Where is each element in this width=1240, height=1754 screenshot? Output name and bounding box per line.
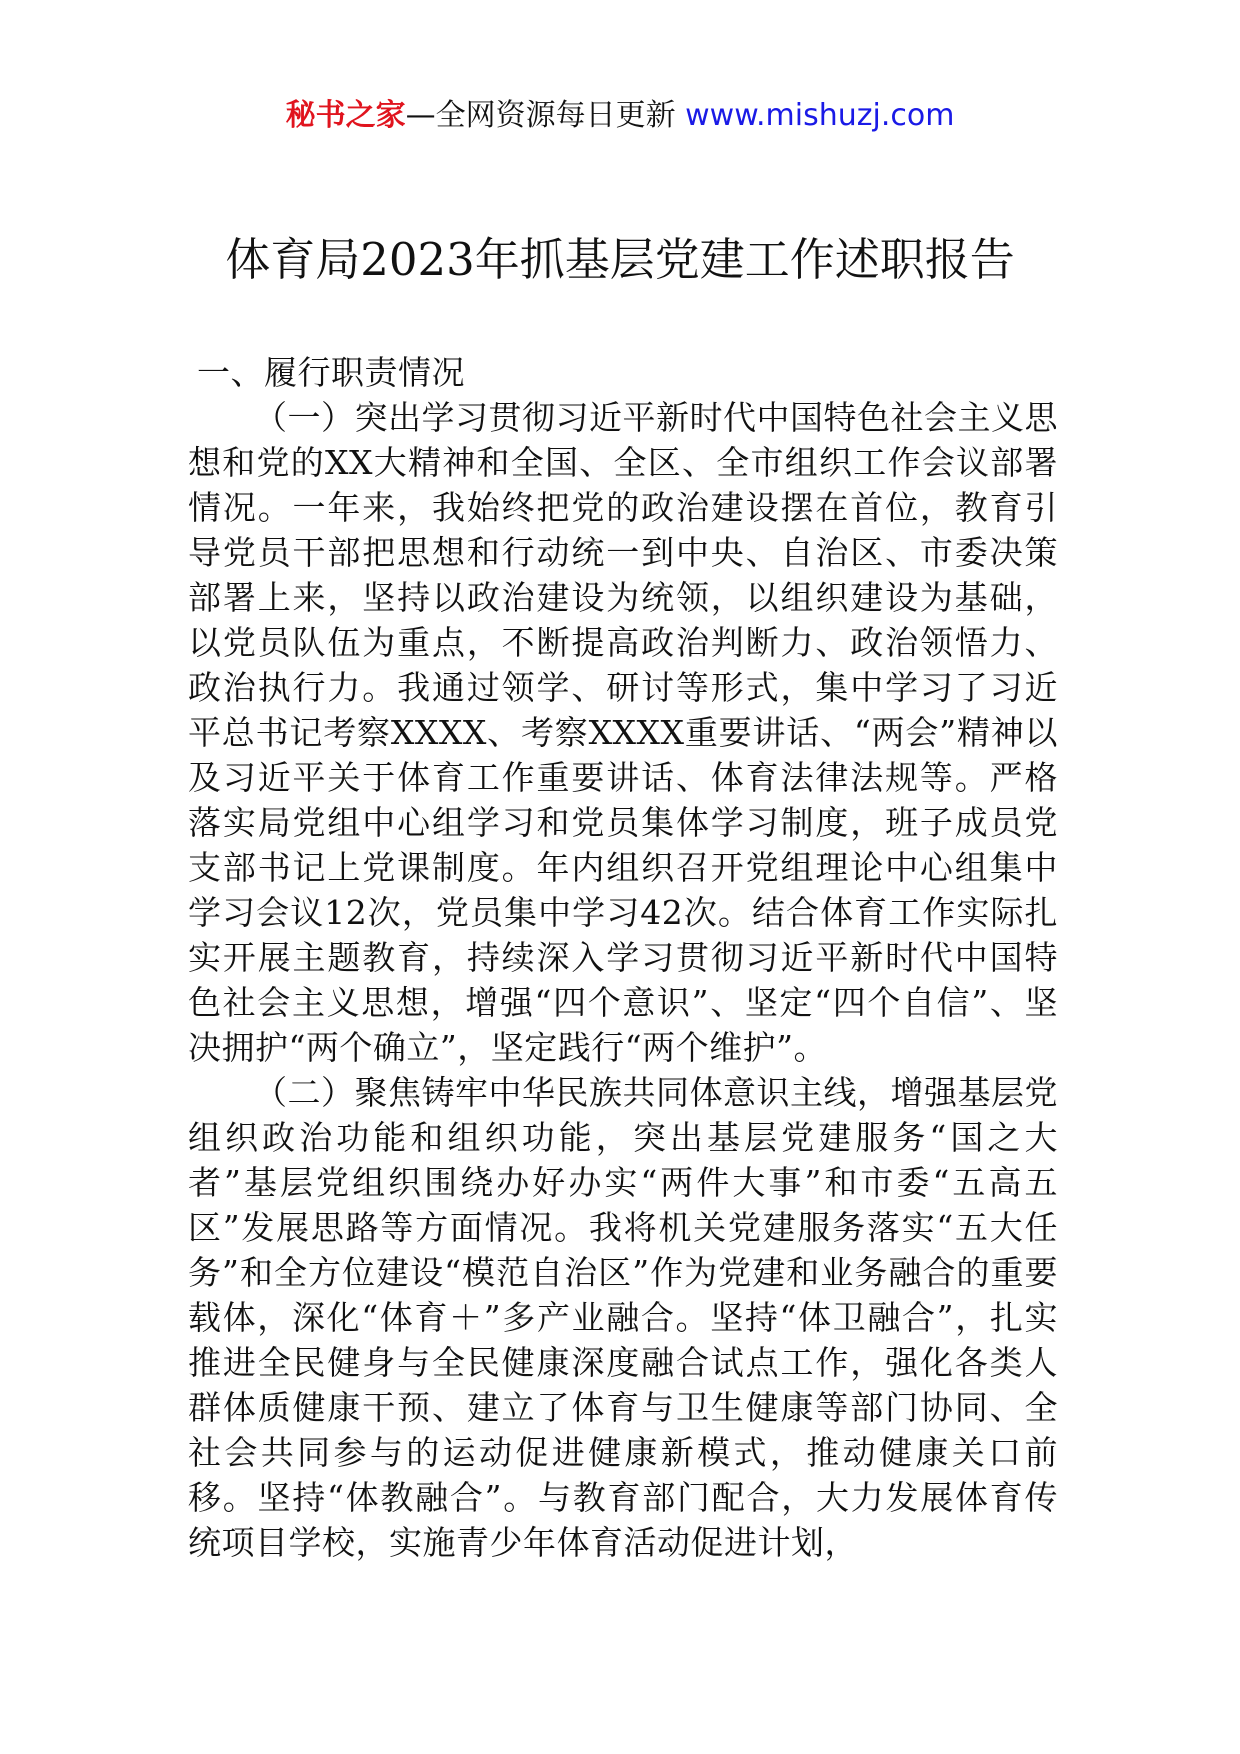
paragraph: （一）突出学习贯彻习近平新时代中国特色社会主义思想和党的XX大精神和全国、全区、全市组织工作会议部署情况。一年来，我始终把党的政治建设摆在首位，教育引导党员干部把思想和行动统一到中央、自治区、市委决策部署上来，坚持以政治建设为统领，以组织建设为基础，以党员队伍为重点，不断提高政治判断力、政治领悟力、政治执行力。我通过领学、研讨等形式，集中学习了习近平总书记考察XXXX、考察XXXX重要讲话、“两会”精神以及习近平关于体育工作重要讲话、体育法律法规等。严格落实局党组中心组学习和党员集体学习制度，班子成员党支部书记上党课制度。年内组织召开党组理论中心组集中学习会议12次，党员集中学习42次。结合体育工作实际扎实开展主题教育，持续深入学习贯彻习近平新时代中国特色社会主义思想，增强“四个意识”、坚定“四个自信”、坚决拥护“两个确立”，坚定践行“两个维护”。: [188, 398, 1058, 1067]
site-url-link[interactable]: www.mishuzj.com: [685, 98, 955, 133]
document-body: [188, 350, 1058, 1565]
brand-name: 秘书之家: [285, 98, 406, 133]
document-title: 体育局2023年抓基层党建工作述职报告: [225, 233, 1015, 286]
header-tagline: —全网资源每日更新: [405, 98, 676, 133]
site-header: [0, 96, 1240, 136]
paragraph: （二）聚焦铸牢中华民族共同体意识主线，增强基层党组织政治功能和组织功能，突出基层党建服务“国之大者”基层党组织围绕办好办实“两件大事”和市委“五高五区”发展思路等方面情况。我将机关党建服务落实“五大任务”和全方位建设“模范自治区”作为党建和业务融合的重要载体，深化“体育＋”多产业融合。坚持“体卫融合”，扎实推进全民健身与全民健康深度融合试点工作，强化各类人群体质健康干预、建立了体育与卫生健康等部门协同、全社会共同参与的运动促进健康新模式，推动健康关口前移。坚持“体教融合”。与教育部门配合，大力发展体育传统项目学校，实施青少年体育活动促进计划，: [188, 1073, 1058, 1562]
section-heading: 一、履行职责情况: [197, 353, 465, 392]
